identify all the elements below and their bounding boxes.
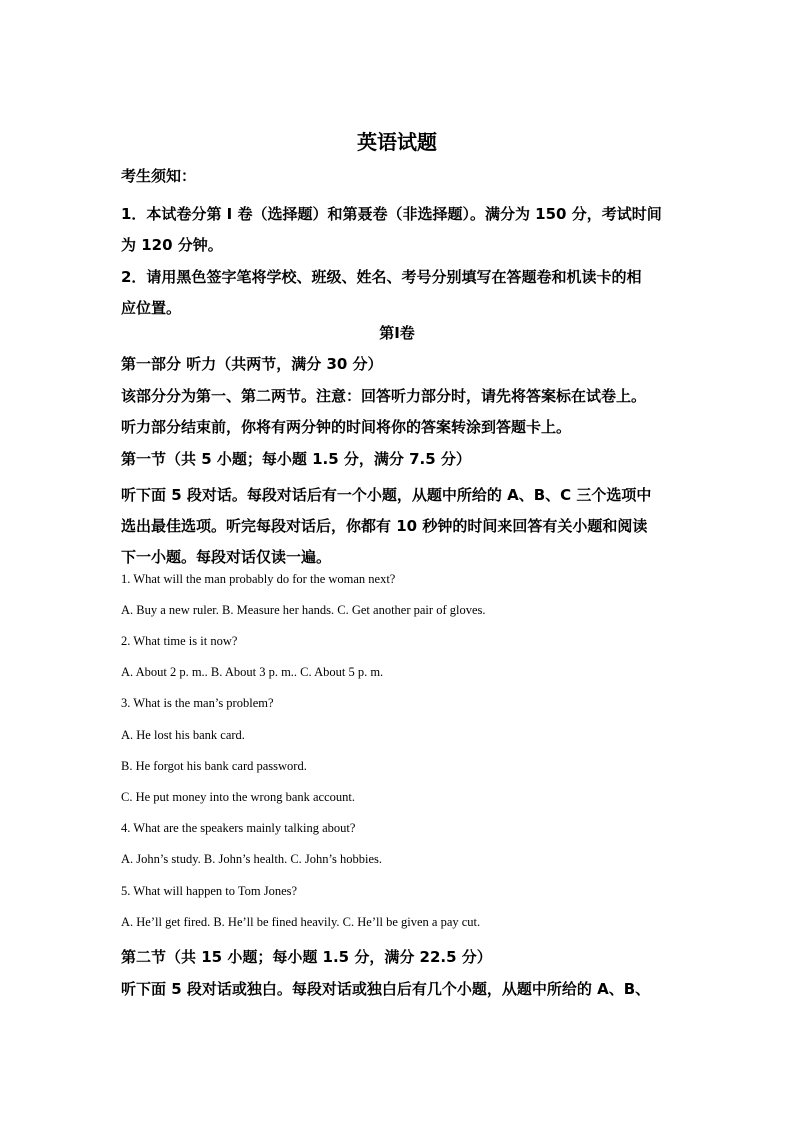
notice-2-line2: 应位置。 bbox=[121, 299, 182, 317]
part1-intro-line2: 听力部分结束前，你将有两分钟的时间将你的答案转涂到答题卡上。 bbox=[121, 418, 572, 436]
question-4: 4. What are the speakers mainly talking about? bbox=[121, 821, 356, 835]
question-4-options: A. John’s study. B. John’s health. C. John’s hobbies. bbox=[121, 852, 383, 866]
question-2: 2. What time is it now? bbox=[121, 634, 238, 648]
question-3-option-a: A. He lost his bank card. bbox=[121, 728, 245, 742]
section2-intro-line1: 听下面 5 段对话或独白。每段对话或独白后有几个小题，从题中所给的 A、B、 bbox=[121, 980, 651, 998]
question-2-options: A. About 2 p. m.. B. About 3 p. m.. C. About 5 p. m. bbox=[121, 665, 384, 679]
section1-heading: 第一节（共 5 小题；每小题 1.5 分，满分 7.5 分） bbox=[121, 450, 471, 468]
volume-heading: 第I卷 bbox=[379, 324, 415, 342]
notice-2-line1: 2．请用黑色签字笔将学校、班级、姓名、考号分别填写在答题卷和机读卡的相 bbox=[121, 268, 642, 286]
notice-1-line2: 为 120 分钟。 bbox=[121, 236, 223, 254]
question-1-options: A. Buy a new ruler. B. Measure her hands. C. Get another pair of gloves. bbox=[121, 603, 486, 617]
question-3: 3. What is the man’s problem? bbox=[121, 696, 274, 710]
question-5: 5. What will happen to Tom Jones? bbox=[121, 884, 298, 898]
question-3-option-c: C. He put money into the wrong bank account. bbox=[121, 790, 355, 804]
notice-heading: 考生须知： bbox=[121, 167, 197, 185]
section1-intro-line2: 选出最佳选项。听完每段对话后，你都有 10 秒钟的时间来回答有关小题和阅读 bbox=[121, 517, 648, 535]
part1-heading: 第一部分 听力（共两节，满分 30 分） bbox=[121, 355, 383, 373]
part1-intro-line1: 该部分分为第一、第二两节。注意：回答听力部分时，请先将答案标在试卷上。 bbox=[121, 387, 647, 405]
section2-heading: 第二节（共 15 小题；每小题 1.5 分，满分 22.5 分） bbox=[121, 948, 492, 966]
question-1: 1. What will the man probably do for the woman next? bbox=[121, 572, 396, 586]
section1-intro-line1: 听下面 5 段对话。每段对话后有一个小题，从题中所给的 A、B、C 三个选项中 bbox=[121, 486, 652, 504]
notice-1-line1: 1．本试卷分第 I 卷（选择题）和第聂卷（非选择题）。满分为 150 分，考试时间 bbox=[121, 205, 662, 223]
page-title: 英语试题 bbox=[357, 130, 437, 154]
question-5-options: A. He’ll get fired. B. He’ll be fined heavily. C. He’ll be given a pay cut. bbox=[121, 915, 481, 929]
section1-intro-line3: 下一小题。每段对话仅读一遍。 bbox=[121, 548, 332, 566]
question-3-option-b: B. He forgot his bank card password. bbox=[121, 759, 307, 773]
